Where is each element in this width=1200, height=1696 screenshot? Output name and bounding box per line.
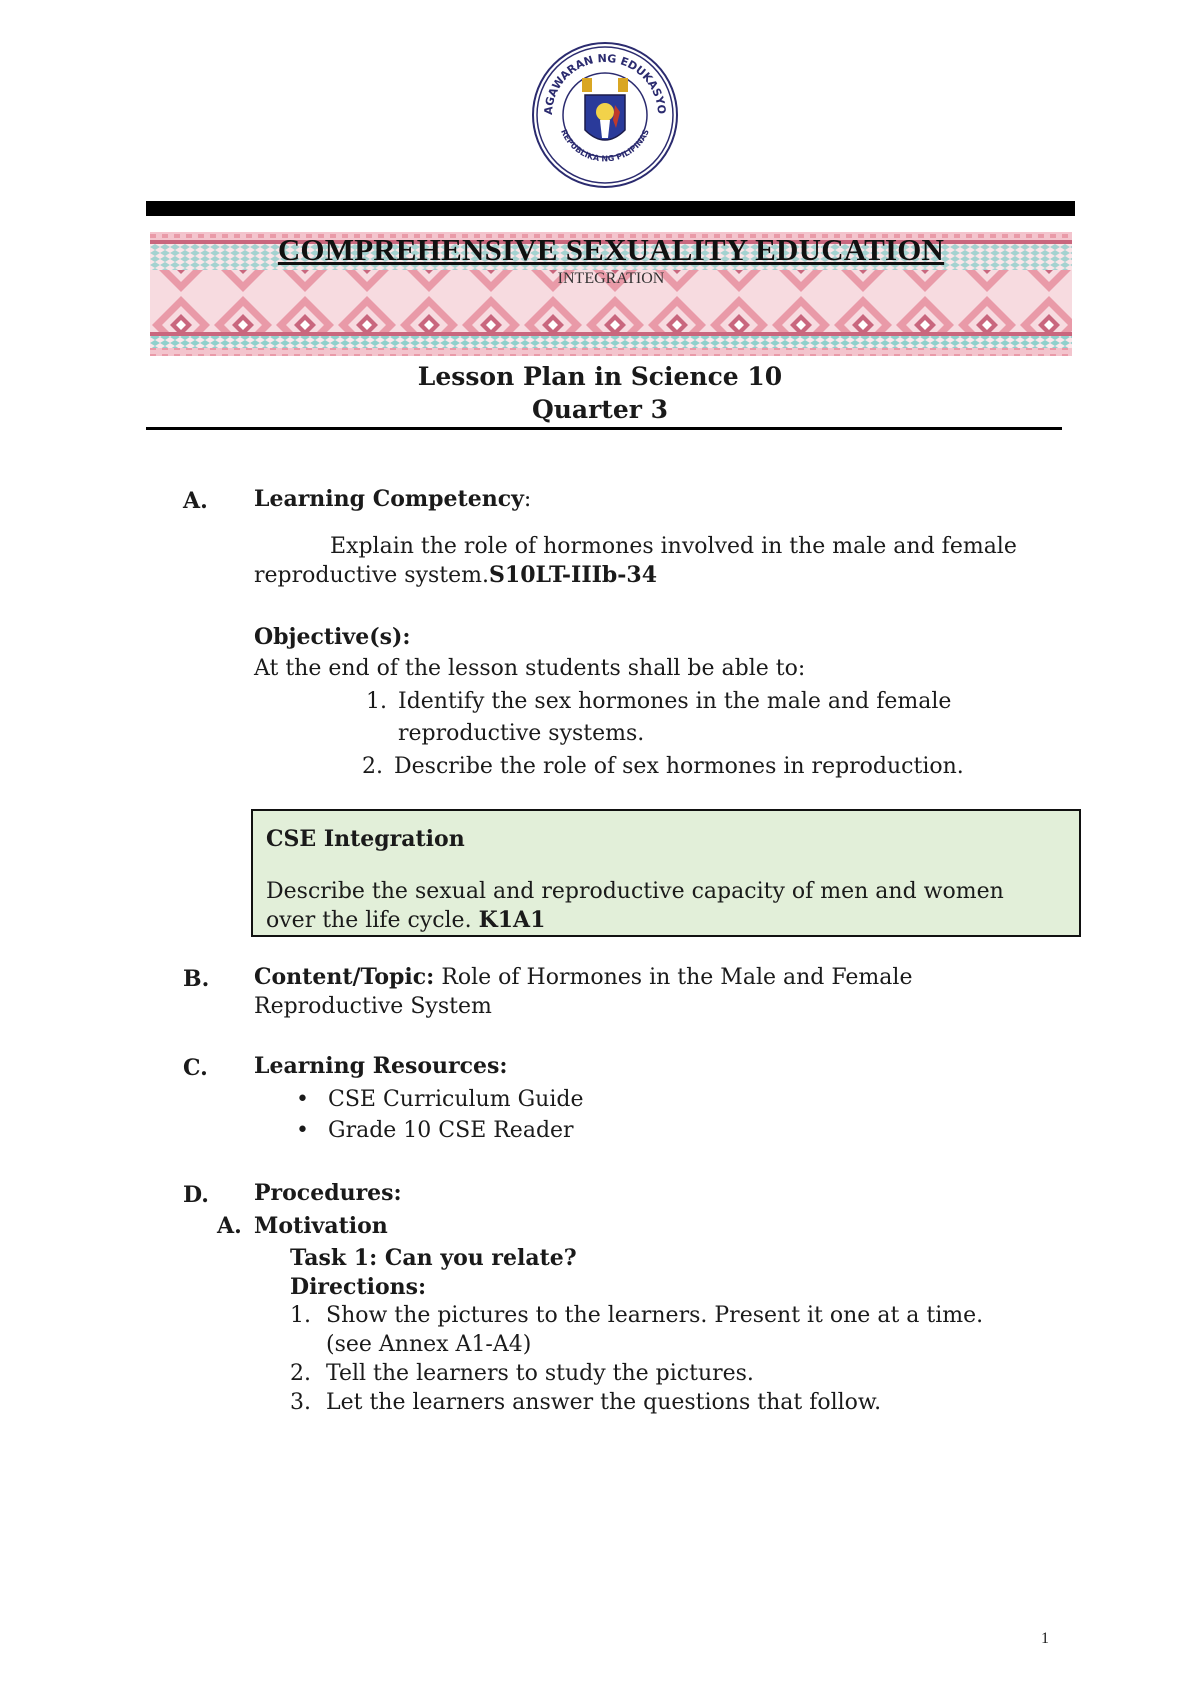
svg-text:KAGAWARAN NG EDUKASYON: AGAWARAN NG EDUKASYO [541, 51, 669, 116]
direction-2-line-1: Tell the learners to study the pictures. [326, 1361, 754, 1386]
resource-item: • Grade 10 CSE Reader [328, 1116, 574, 1145]
resource-item: • CSE Curriculum Guide [328, 1085, 583, 1114]
cse-banner [150, 232, 1072, 356]
section-a-colon: : [523, 487, 532, 512]
lesson-title: Lesson Plan in Science 10 [417, 362, 783, 391]
heading-divider [146, 427, 1062, 430]
section-c-letter: C. [183, 1055, 208, 1081]
objective-1-line-1: Identify the sex hormones in the male and female [398, 689, 952, 714]
objective-2-line-1: Describe the role of sex hormones in reproduction. [394, 754, 964, 779]
section-d-heading: Procedures: [254, 1180, 402, 1206]
lesson-quarter: Quarter 3 [531, 395, 669, 424]
section-a-letter: A. [183, 488, 208, 514]
direction-1-num: 1. [290, 1303, 311, 1328]
cse-box-line-1: Describe the sexual and reproductive capacity of men and women [266, 879, 1004, 904]
top-divider [146, 201, 1075, 216]
section-a-heading-line [254, 485, 531, 514]
cse-box-line-2: over the life cycle. [266, 908, 472, 933]
page-number: 1 [1041, 1630, 1049, 1647]
directions-heading: Directions: [290, 1274, 427, 1300]
competency-code: S10LT-IIIb-34 [489, 562, 658, 588]
section-b-topic: Role of Hormones in the Male and Female [441, 965, 913, 990]
section-c-heading: Learning Resources: [254, 1053, 508, 1079]
objectives-heading: Objective(s): [254, 624, 411, 650]
objective-1-line-2: reproductive systems. [398, 721, 645, 746]
direction-1-line-2: (see Annex A1-A4) [326, 1332, 532, 1357]
direction-1-line-1: Show the pictures to the learners. Present it one at a time. [326, 1303, 984, 1328]
section-b-line-1 [254, 963, 912, 992]
objectives-intro: At the end of the lesson students shall be able to: [254, 656, 806, 681]
direction-2-num: 2. [290, 1361, 311, 1386]
cse-integration-box [251, 809, 1081, 937]
direction-3-line-1: Let the learners answer the questions that follow. [326, 1390, 882, 1415]
cse-box-code: K1A1 [478, 907, 546, 933]
competency-line-1: Explain the role of hormones involved in the male and female [330, 534, 1017, 559]
objective-1-num: 1. [366, 689, 387, 714]
banner-subtitle: INTEGRATION [557, 270, 665, 287]
cse-box-body [266, 877, 1066, 935]
section-b-line-2: Reproductive System [254, 994, 492, 1019]
svg-text:REPUBLIKA NG PILIPINAS: REPUBLIKA NG PILIPINAS [559, 127, 651, 164]
section-d-sub-letter: A. [217, 1213, 242, 1239]
cse-box-line-2-wrap [266, 906, 1066, 935]
direction-3-num: 3. [290, 1390, 311, 1415]
banner-title: COMPREHENSIVE SEXUALITY EDUCATION [277, 232, 945, 267]
motivation-heading: Motivation [254, 1213, 388, 1239]
section-d-letter: D. [183, 1182, 209, 1208]
deped-seal-logo [530, 40, 680, 190]
task-title: Task 1: Can you relate? [290, 1245, 577, 1271]
competency-text: reproductive system. [254, 563, 489, 588]
objective-2-num: 2. [362, 754, 383, 779]
competency-line-2 [254, 561, 657, 590]
cse-box-title: CSE Integration [266, 826, 465, 852]
section-a-heading: Learning Competency [254, 486, 524, 512]
section-b-heading: Content/Topic: [254, 964, 435, 990]
section-b-letter: B. [183, 966, 210, 992]
